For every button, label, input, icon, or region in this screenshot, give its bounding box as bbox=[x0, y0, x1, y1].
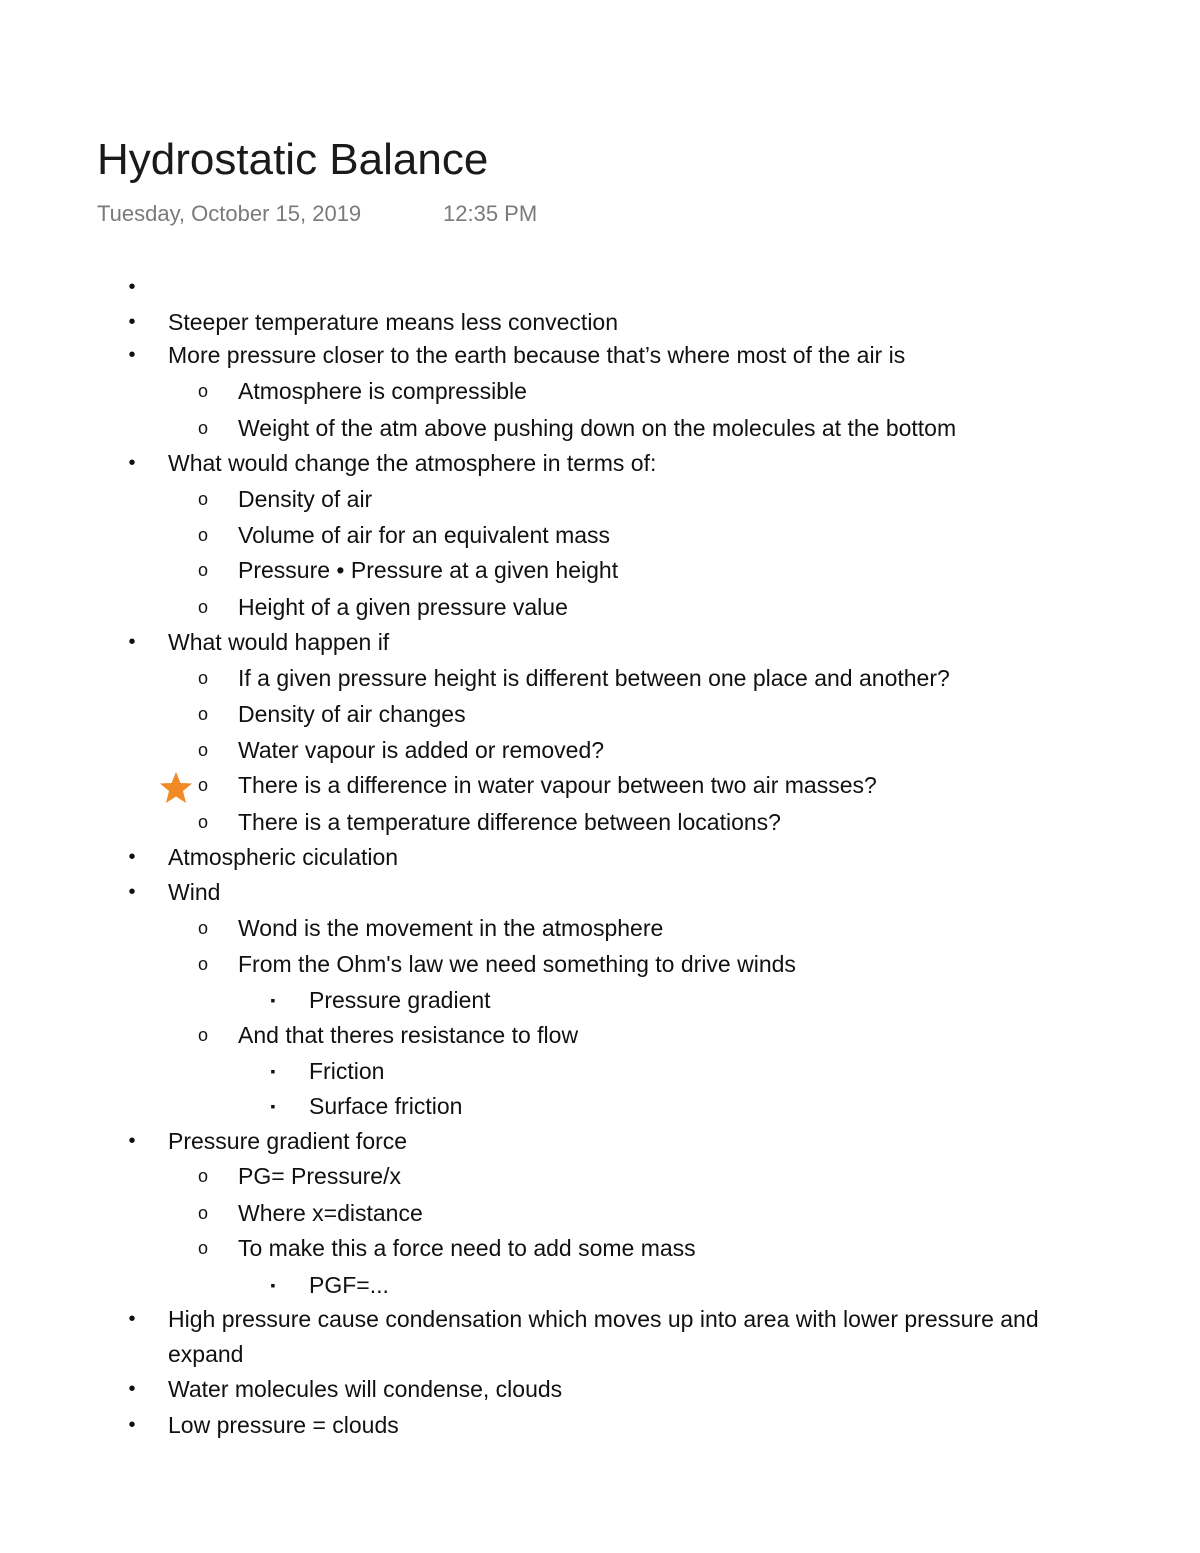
bullet-marker: • bbox=[128, 276, 136, 298]
list-item-text: There is a temperature difference between locations? bbox=[238, 809, 781, 835]
list-item-text: Where x=distance bbox=[238, 1200, 423, 1226]
list-item-text: Low pressure = clouds bbox=[168, 1412, 399, 1438]
list-item-text: Pressure gradient bbox=[309, 987, 491, 1013]
note-time: 12:35 PM bbox=[443, 201, 538, 226]
list-item-text: expand bbox=[168, 1341, 244, 1367]
sub-sub-bullet-marker: ▪ bbox=[270, 1098, 276, 1114]
sub-bullet-marker: o bbox=[197, 668, 208, 688]
list-item-text: What would change the atmosphere in terms of: bbox=[168, 450, 657, 476]
list-item-text: Water molecules will condense, clouds bbox=[168, 1376, 563, 1402]
sub-sub-bullet-marker: ▪ bbox=[270, 1063, 276, 1079]
list-item-text: Density of air bbox=[238, 486, 373, 512]
bullet-marker: • bbox=[128, 1378, 136, 1400]
list-item-text: Height of a given pressure value bbox=[238, 594, 568, 620]
sub-bullet-marker: o bbox=[197, 954, 208, 974]
bullet-marker: • bbox=[128, 1414, 136, 1436]
list-item-text: More pressure closer to the earth because that’s where most of the air is bbox=[168, 342, 906, 368]
list-item-text: Surface friction bbox=[309, 1093, 463, 1119]
sub-bullet-marker: o bbox=[197, 1025, 208, 1045]
bullet-marker: • bbox=[128, 311, 136, 333]
sub-bullet-marker: o bbox=[197, 381, 208, 401]
sub-bullet-marker: o bbox=[197, 597, 208, 617]
note-date: Tuesday, October 15, 2019 bbox=[97, 201, 362, 226]
list-item-text: Atmospheric ciculation bbox=[168, 844, 399, 870]
bullet-marker: • bbox=[128, 344, 136, 366]
sub-bullet-marker: o bbox=[197, 1238, 208, 1258]
bullet-marker: • bbox=[128, 631, 136, 653]
sub-bullet-marker: o bbox=[197, 740, 208, 760]
list-item-text: Pressure • Pressure at a given height bbox=[238, 557, 619, 583]
list-item-text: PG= Pressure/x bbox=[238, 1163, 401, 1189]
sub-bullet-marker: o bbox=[197, 1166, 208, 1186]
sub-sub-bullet-marker: ▪ bbox=[270, 1277, 276, 1293]
sub-bullet-marker: o bbox=[197, 918, 208, 938]
sub-bullet-marker: o bbox=[197, 704, 208, 724]
sub-bullet-marker: o bbox=[197, 525, 208, 545]
list-item-text: Wond is the movement in the atmosphere bbox=[238, 915, 664, 941]
bullet-marker: • bbox=[128, 1308, 136, 1330]
sub-sub-bullet-marker: ▪ bbox=[270, 992, 276, 1008]
sub-bullet-marker: o bbox=[197, 812, 208, 832]
list-item-text: Pressure gradient force bbox=[168, 1128, 408, 1154]
list-item-text: Friction bbox=[309, 1058, 385, 1084]
list-item-text: Atmosphere is compressible bbox=[238, 378, 527, 404]
list-item-text: Steeper temperature means less convection bbox=[168, 309, 619, 335]
list-item-text: And that theres resistance to flow bbox=[238, 1022, 579, 1048]
list-item-text: High pressure cause condensation which moves up into area with lower pressure and bbox=[168, 1306, 1039, 1332]
list-item-text: From the Ohm's law we need something to drive winds bbox=[238, 951, 796, 977]
list-item-text: If a given pressure height is different between one place and another? bbox=[238, 665, 950, 691]
sub-bullet-marker: o bbox=[197, 418, 208, 438]
sub-bullet-marker: o bbox=[197, 560, 208, 580]
page-title: Hydrostatic Balance bbox=[97, 135, 489, 184]
list-item-text: Wind bbox=[168, 879, 221, 905]
list-item-text: PGF=... bbox=[309, 1272, 389, 1298]
sub-bullet-marker: o bbox=[197, 489, 208, 509]
list-item-text: Weight of the atm above pushing down on the molecules at the bottom bbox=[238, 415, 957, 441]
sub-bullet-marker: o bbox=[197, 1203, 208, 1223]
list-item-text: To make this a force need to add some mass bbox=[238, 1235, 696, 1261]
list-item-text: Water vapour is added or removed? bbox=[238, 737, 605, 763]
list-item-text: Volume of air for an equivalent mass bbox=[238, 522, 611, 548]
star-icon bbox=[158, 770, 194, 806]
bullet-marker: • bbox=[128, 881, 136, 903]
bullet-marker: • bbox=[128, 1130, 136, 1152]
bullet-marker: • bbox=[128, 452, 136, 474]
list-item-text: What would happen if bbox=[168, 629, 390, 655]
list-item-text: Density of air changes bbox=[238, 701, 466, 727]
list-item-text: There is a difference in water vapour between two air masses? bbox=[238, 772, 877, 798]
sub-bullet-marker: o bbox=[197, 775, 208, 795]
bullet-marker: • bbox=[128, 846, 136, 868]
